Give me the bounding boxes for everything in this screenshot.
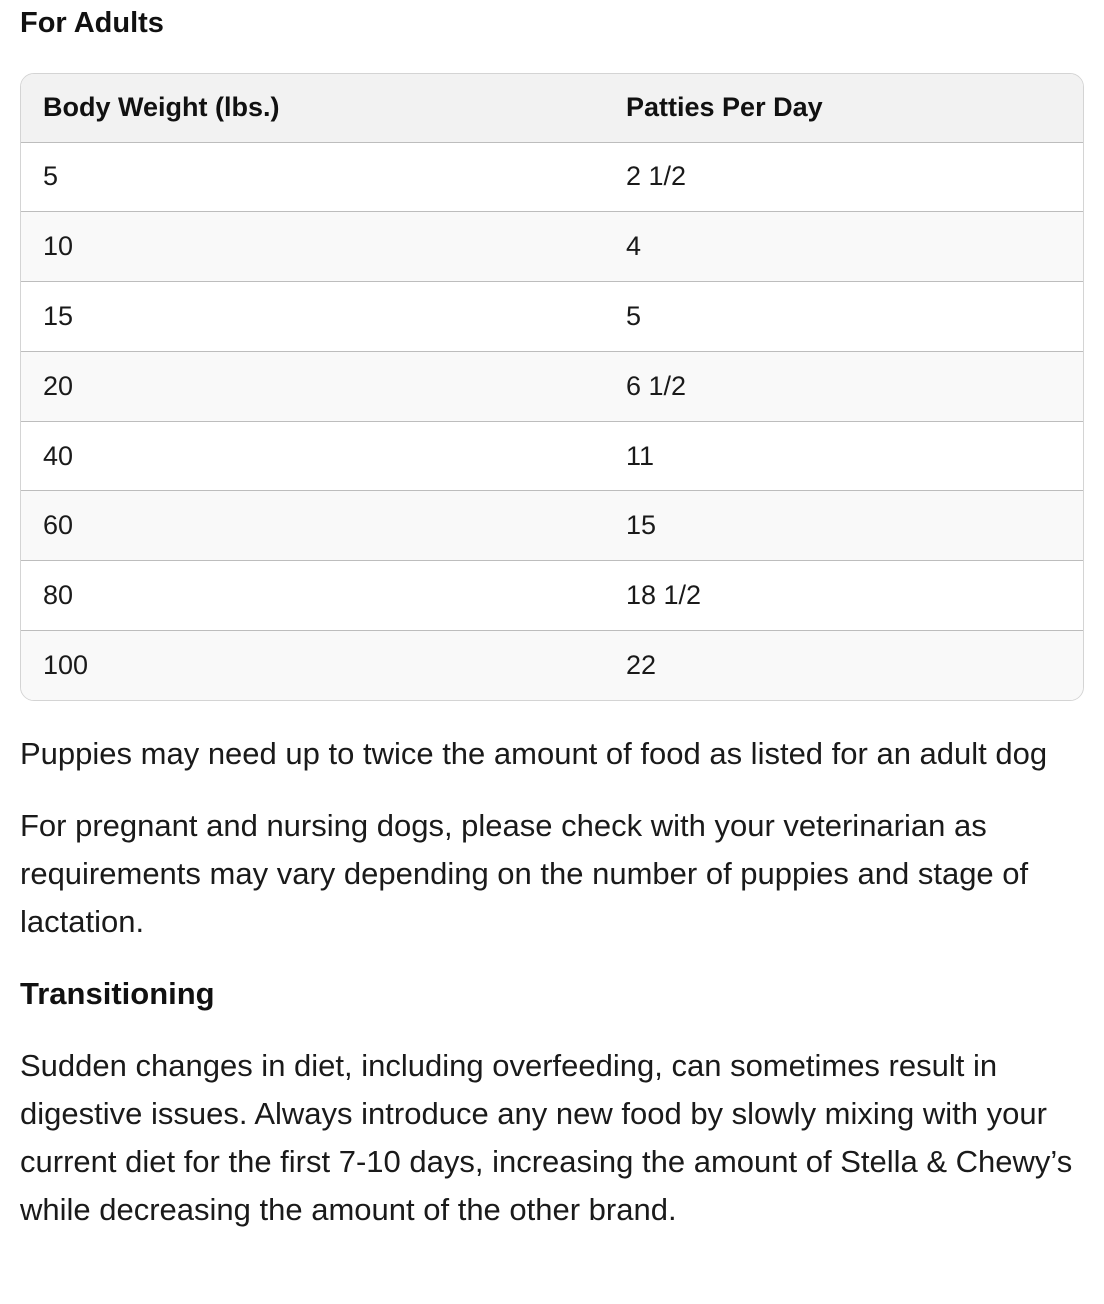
table-row: [21, 631, 1083, 701]
section-heading-for-adults: For Adults: [20, 7, 164, 39]
table-row: [21, 282, 1083, 352]
table-row: [21, 212, 1083, 282]
column-header-patties-per-day: Patties Per Day: [626, 92, 823, 123]
body-weight-cell: 60: [43, 510, 74, 541]
body-weight-cell: 10: [43, 231, 74, 262]
table-row: [21, 142, 1083, 212]
transitioning-paragraph: Sudden changes in diet, including overfeeding, can sometimes result in digestive issues. Always introduce any new food by slowly mixing with your current diet for the first 7-10 days, increasing the amount of Stella & Chewy’s while decreasing the amount of the other brand.: [20, 1048, 1073, 1228]
body-weight-cell: 80: [43, 580, 74, 611]
body-weight-cell: 100: [43, 650, 89, 681]
table-row: [21, 351, 1083, 421]
table-row: [21, 561, 1083, 631]
column-header-body-weight: Body Weight (lbs.): [43, 92, 280, 123]
body-weight-cell: 40: [43, 440, 74, 471]
patties-per-day-cell: 5: [626, 300, 642, 331]
pregnant-nursing-note: For pregnant and nursing dogs, please check with your veterinarian as requirements may vary depending on the number of puppies and stage of lactation.: [20, 808, 1029, 940]
patties-per-day-cell: 11: [626, 440, 655, 471]
feeding-table: [21, 74, 1083, 700]
patties-per-day-cell: 15: [626, 510, 657, 541]
section-heading-transitioning: Transitioning: [20, 976, 215, 1012]
patties-per-day-cell: 6 1/2: [626, 370, 687, 401]
body-weight-cell: 20: [43, 370, 74, 401]
patties-per-day-cell: 4: [626, 231, 642, 262]
body-weight-cell: 15: [43, 300, 74, 331]
patties-per-day-cell: 22: [626, 650, 657, 681]
body-weight-cell: 5: [43, 161, 59, 192]
table-header-row: [21, 74, 1083, 142]
patties-per-day-cell: 18 1/2: [626, 580, 702, 611]
feeding-table-container: [20, 73, 1084, 701]
patties-per-day-cell: 2 1/2: [626, 161, 687, 192]
table-row: [21, 421, 1083, 491]
table-row: [21, 491, 1083, 561]
puppies-note: Puppies may need up to twice the amount of food as listed for an adult dog: [20, 736, 1048, 772]
